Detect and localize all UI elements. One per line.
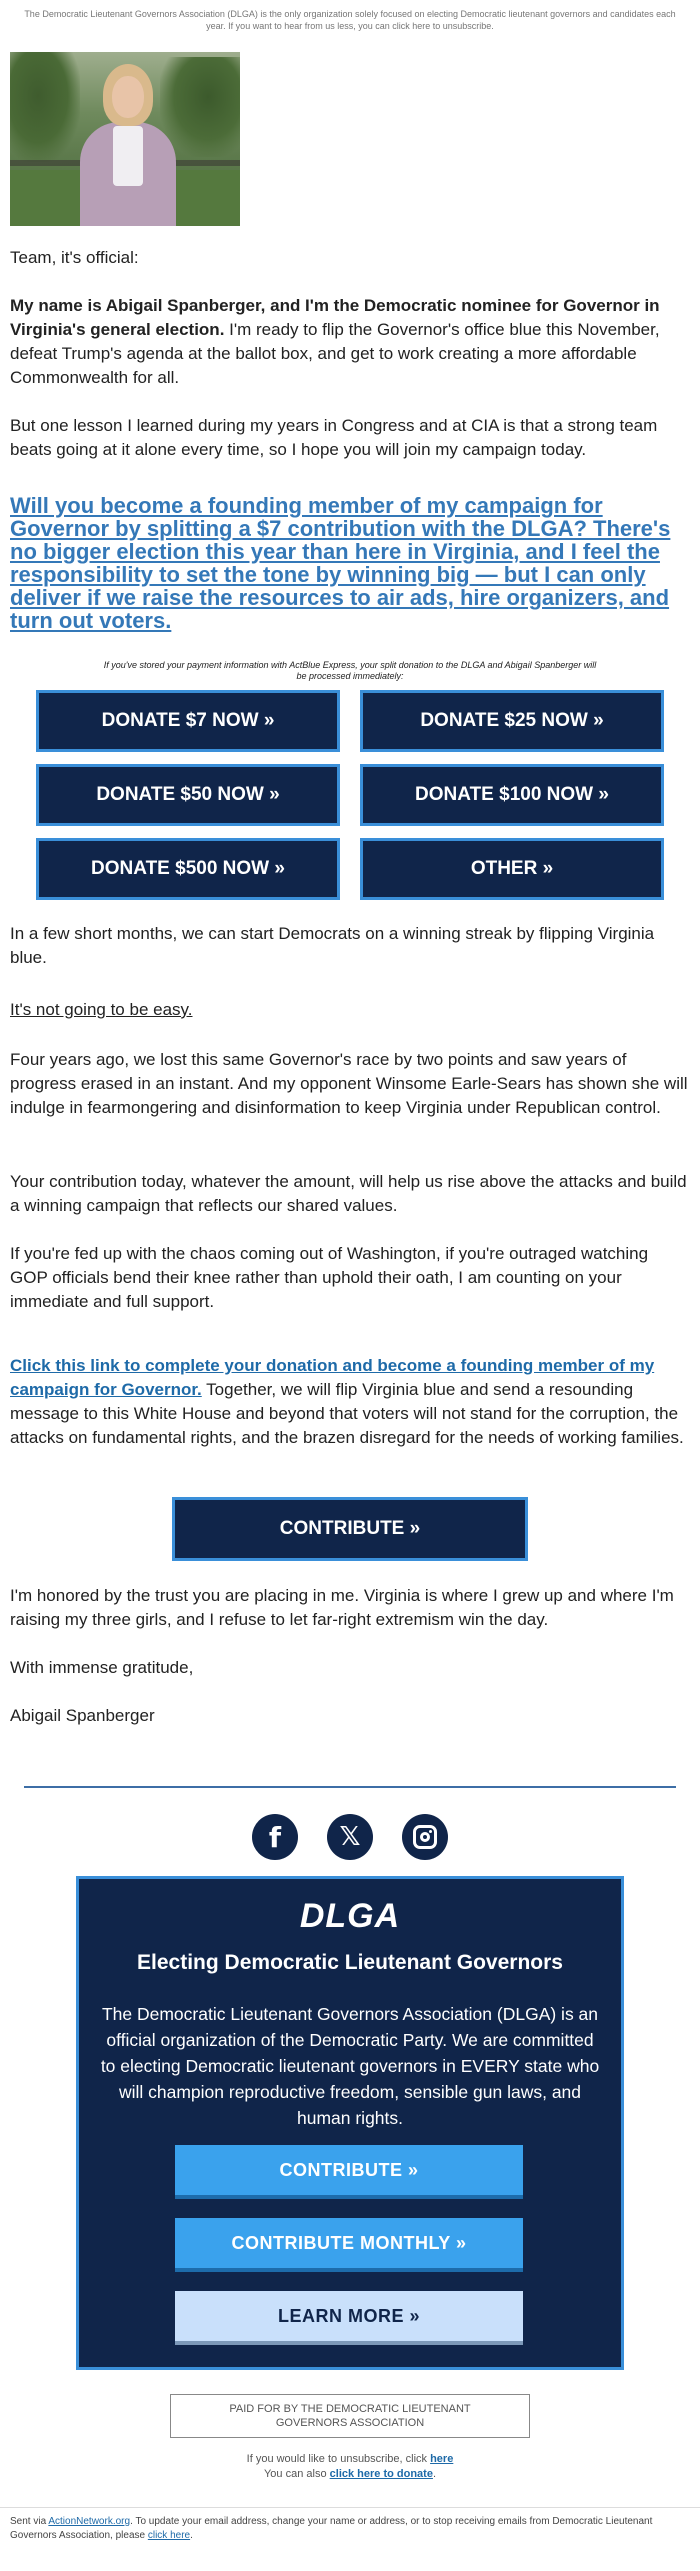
instagram-icon[interactable] [402,1814,448,1860]
facebook-icon[interactable]: f [252,1814,298,1860]
lesson-paragraph: But one lesson I learned during my years in Congress and at CIA is that a strong team beats going at it alone every time, so I hope you will join my campaign today. [10,416,658,459]
footer-donate-link[interactable]: click here to donate [329,2468,433,2480]
closing-line: With immense gratitude, [10,1658,194,1677]
donate-50-button[interactable]: DONATE $50 NOW » [36,764,340,826]
donate-100-button[interactable]: DONATE $100 NOW » [360,764,664,826]
intro-paragraph [10,294,690,390]
winning-streak-paragraph: In a few short months, we can start Democrats on a winning streak by flipping Virginia blue. [10,924,655,967]
intro-bold: My name is Abigail Spanberger, and I'm the Democratic nominee for Governor in Virginia's general election. [10,296,660,339]
signature: Abigail Spanberger [10,1706,155,1725]
actblue-express-note: If you've stored your payment information with ActBlue Express, your split donation to the DLGA and Abigail Spanberger will be processed immediately: [103,660,597,681]
x-twitter-icon[interactable]: 𝕏 [327,1814,373,1860]
donate-line: You can also click here to donate. [263,2468,437,2480]
footer-divider [0,2507,700,2508]
dlga-description: The Democratic Lieutenant Governors Association (DLGA) is an official organization of the Democratic Party. We are committed to electing Democratic lieutenant governors in EVERY state who will champion reproductive freedom, sensible gun laws, and human rights. [100,2004,600,2128]
sent-via-footer: Sent via ActionNetwork.org. To update your email address, change your name or address, or to stop receiving emails from Democratic Lieutenant Governors Association, please click here. [10,2516,653,2541]
dlga-info-box [76,1876,624,2370]
founding-member-ask-link[interactable]: Will you become a founding member of my campaign for Governor by splitting a $7 contribution with the DLGA? There's no bigger election this year than here in Virginia, and I feel the responsibility to set the tone by winning big — but I can only deliver if we raise the resources to air ads, hire organizers, and turn out voters. [10,493,671,633]
unsubscribe-link[interactable]: here [430,2453,454,2465]
paid-for-disclaimer: PAID FOR BY THE DEMOCRATIC LIEUTENANT GOVERNORS ASSOCIATION [170,2394,530,2438]
manage-subscription-link[interactable]: click here [147,2530,191,2541]
candidate-photo [10,52,240,226]
together-text: Together, we will flip Virginia blue and send a resounding message to this White House and beyond that voters will not stand for the corruption, the attacks on fundamental rights, and the brazen disregard for the needs of working families. [10,1380,684,1447]
complete-donation-paragraph [10,1354,690,1450]
honored-paragraph: I'm honored by the trust you are placing in me. Virginia is where I grew up and where I'm raising my three girls, and I refuse to let far-right extremism win the day. [10,1586,674,1629]
contribution-paragraph: Your contribution today, whatever the amount, will help us rise above the attacks and build a winning campaign that reflects our shared values. [10,1172,687,1215]
dlga-learn-more-button[interactable]: LEARN MORE » [175,2291,523,2345]
intro-rest: I'm ready to flip the Governor's office blue this November, defeat Trump's agenda at the ballot box, and get to work creating a more affordable Commonwealth for all. [10,320,660,387]
contribute-button[interactable]: CONTRIBUTE » [172,1497,528,1561]
dlga-contribute-button[interactable]: CONTRIBUTE » [175,2145,523,2199]
dlga-contribute-monthly-button[interactable]: CONTRIBUTE MONTHLY » [175,2218,523,2272]
preheader-text[interactable]: The Democratic Lieutenant Governors Association (DLGA) is the only organization solely focused on electing Democratic lieutenant governors and candidates each year. If you want to hear from us less, you can click here to unsubscribe. [24,9,676,31]
divider [24,1786,676,1788]
fed-up-paragraph: If you're fed up with the chaos coming out of Washington, if you're outraged watching GOP officials bend their knee rather than uphold their oath, I am counting on your immediate and full support. [10,1244,649,1311]
greeting: Team, it's official: [10,248,139,267]
donate-other-button[interactable]: OTHER » [360,838,664,900]
donate-25-button[interactable]: DONATE $25 NOW » [360,690,664,752]
actionnetwork-link[interactable]: ActionNetwork.org [48,2516,131,2527]
four-years-paragraph: Four years ago, we lost this same Governor's race by two points and saw years of progress erased in an instant. And my opponent Winsome Earle-Sears has shown she will indulge in fearmongering and disinformation to keep Virginia under Republican control. [10,1050,688,1117]
donate-7-button[interactable]: DONATE $7 NOW » [36,690,340,752]
unsubscribe-line: If you would like to unsubscribe, click here [246,2453,454,2465]
not-easy-line: It's not going to be easy. [10,1000,193,1019]
complete-donation-link[interactable]: Click this link to complete your donation and become a founding member of my campaign for Governor. [10,1356,655,1399]
donate-500-button[interactable]: DONATE $500 NOW » [36,838,340,900]
dlga-logo: DLGA [299,1897,401,1935]
dlga-title: Electing Democratic Lieutenant Governors [137,1951,563,1974]
